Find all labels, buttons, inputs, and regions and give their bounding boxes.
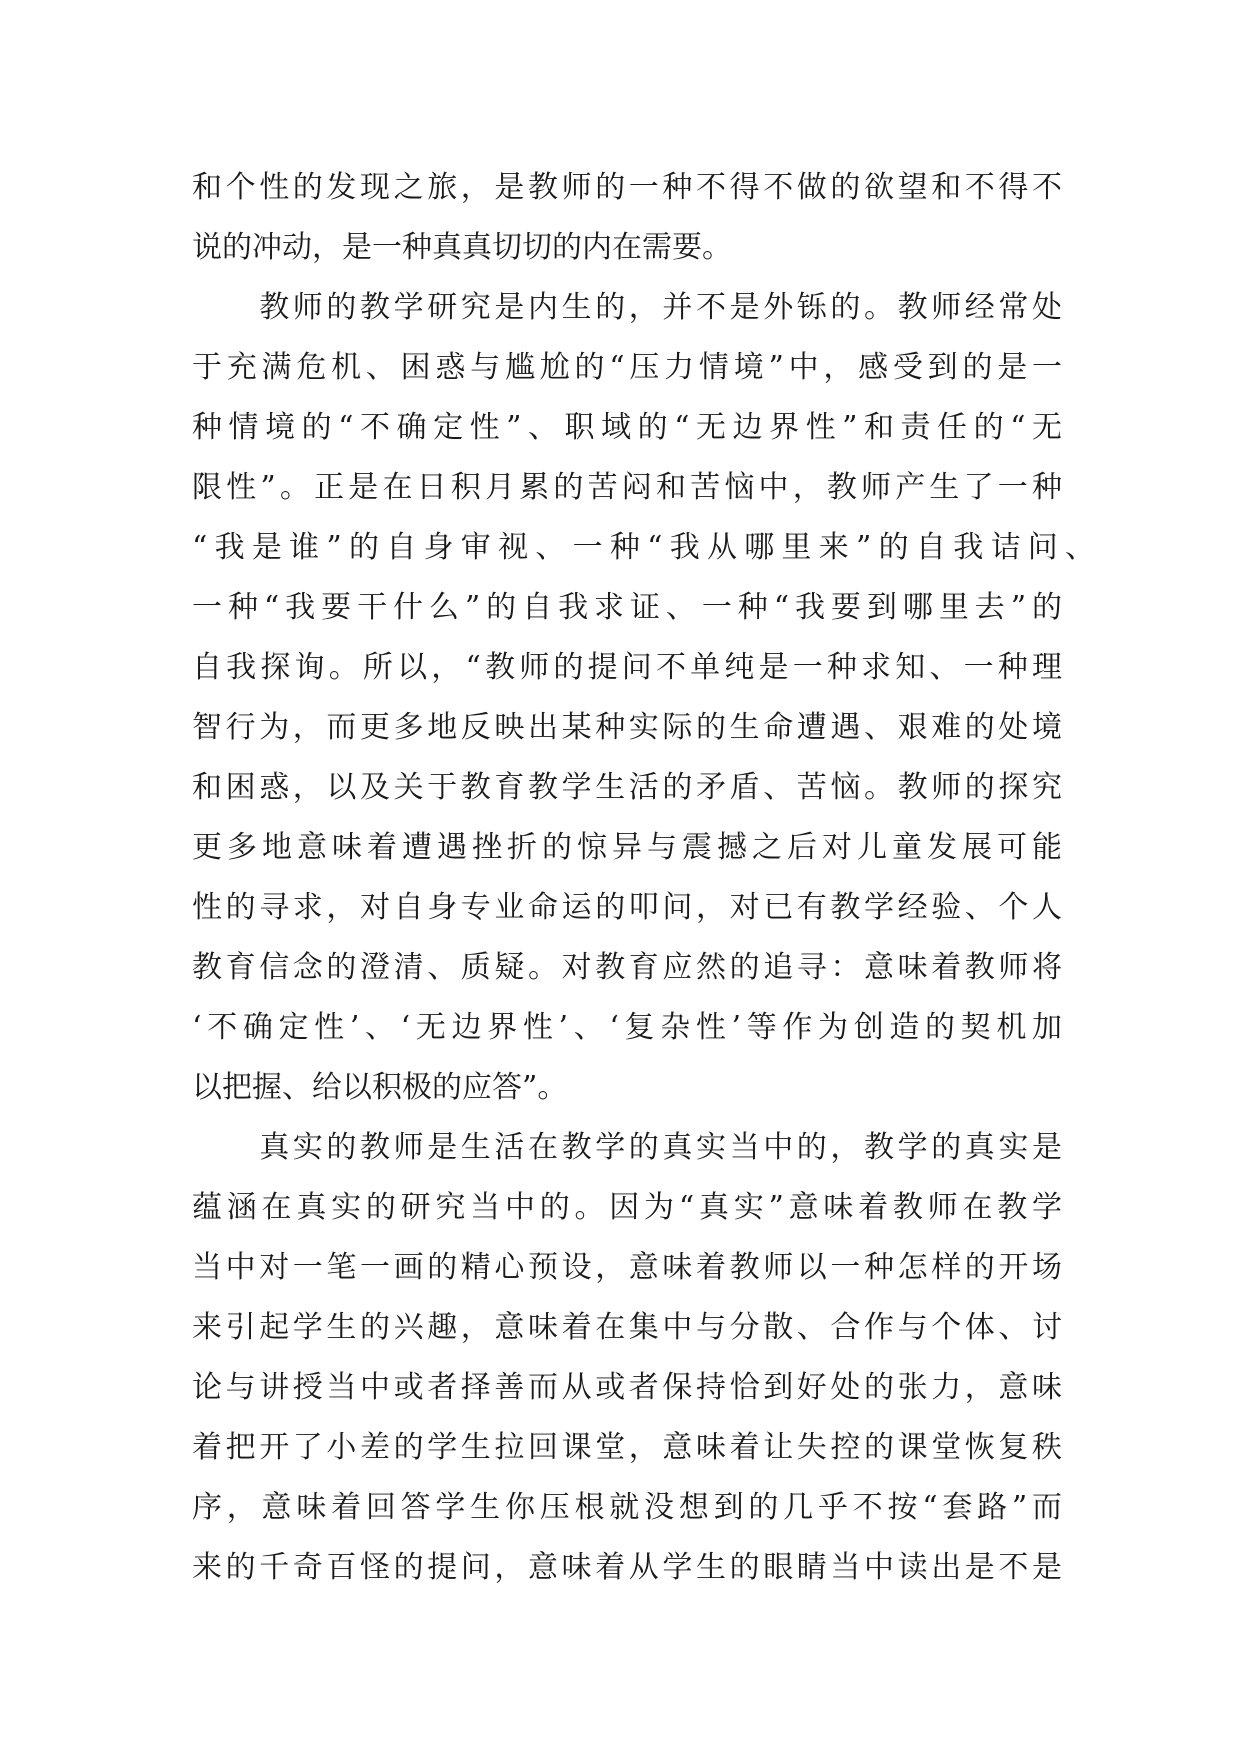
text-line: 教育信念的澄清、质疑。对教育应然的追寻：意味着教师将: [192, 950, 1062, 985]
text-line: “我是谁”的自身审视、一种“我从哪里来”的自我诘问、: [192, 530, 1095, 565]
text-line: 以把握、给以积极的应答”。: [192, 1070, 568, 1105]
text-line: 和个性的发现之旅，是教师的一种不得不做的欲望和不得不: [192, 170, 1062, 205]
text-line: 自我探询。所以，“教师的提问不单纯是一种求知、一种理: [192, 650, 1062, 685]
text-line: 更多地意味着遭遇挫折的惊异与震撼之后对儿童发展可能: [192, 830, 1062, 865]
text-line: 种情境的“不确定性”、职域的“无边界性”和责任的“无: [192, 410, 1062, 445]
text-line: 当中对一笔一画的精心预设，意味着教师以一种怎样的开场: [192, 1250, 1062, 1285]
body-text: [192, 158, 1095, 1598]
text-line: 一种“我要干什么”的自我求证、一种“我要到哪里去”的: [192, 590, 1062, 625]
paragraph-3: [192, 1118, 1062, 1598]
paragraph-1: [192, 158, 1062, 278]
text-line: 真实的教师是生活在教学的真实当中的，教学的真实是: [192, 1130, 1062, 1165]
text-line: 着把开了小差的学生拉回课堂，意味着让失控的课堂恢复秩: [192, 1430, 1062, 1465]
text-line: 智行为，而更多地反映出某种实际的生命遭遇、艰难的处境: [192, 710, 1062, 745]
text-line: 蕴涵在真实的研究当中的。因为“真实”意味着教师在教学: [192, 1190, 1062, 1225]
paragraph-2: [192, 278, 1095, 1118]
text-line: 来引起学生的兴趣，意味着在集中与分散、合作与个体、讨: [192, 1310, 1062, 1345]
text-line: 于充满危机、困惑与尴尬的“压力情境”中，感受到的是一: [192, 350, 1062, 385]
text-line: 序，意味着回答学生你压根就没想到的几乎不按“套路”而: [192, 1490, 1062, 1525]
text-line: 论与讲授当中或者择善而从或者保持恰到好处的张力，意味: [192, 1370, 1062, 1405]
text-line: ‘不确定性’、‘无边界性’、‘复杂性’等作为创造的契机加: [192, 1010, 1062, 1045]
text-line: 教师的教学研究是内生的，并不是外铄的。教师经常处: [192, 290, 1062, 325]
text-line: 来的千奇百怪的提问，意味着从学生的眼睛当中读出是不是: [192, 1550, 1062, 1585]
text-line: 说的冲动，是一种真真切切的内在需要。: [192, 230, 732, 265]
text-line: 和困惑，以及关于教育教学生活的矛盾、苦恼。教师的探究: [192, 770, 1062, 805]
text-line: 性的寻求，对自身专业命运的叩问，对已有教学经验、个人: [192, 890, 1062, 925]
text-line: 限性”。正是在日积月累的苦闷和苦恼中，教师产生了一种: [192, 470, 1062, 505]
